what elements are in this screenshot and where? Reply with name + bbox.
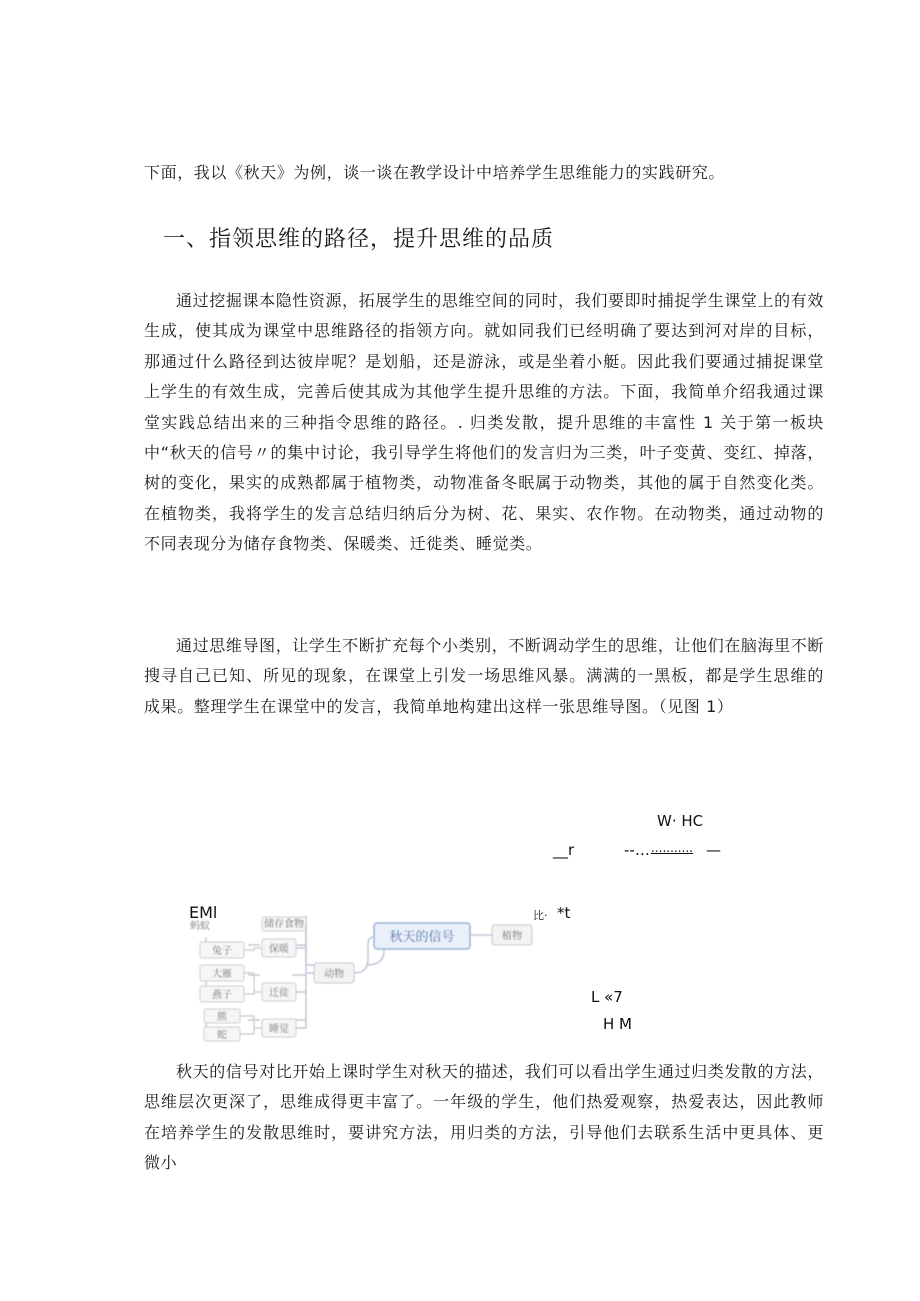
ocr-fragment-dash: — (706, 841, 721, 859)
ocr-fragment-r: __r (553, 841, 575, 859)
mind-map-leaf-rabbit: 兔子 (212, 946, 232, 957)
body-paragraph-3: 秋天的信号对比开始上课时学生对秋天的描述，我们可以看出学生通过归类发散的方法，思维层次更深了，思维成得更丰富了。一年级的学生，他们热爱观察，热爱表达，因此教师在培养学生的发散思维时，要讲究方法，用归类的方法，引导他们去联系生活中更具体、更微小 (144, 1062, 824, 1173)
mind-map-leaf-goose: 大雁 (212, 969, 232, 980)
section-heading: 一、指领思维的路径，提升思维的品质 (163, 227, 555, 252)
ocr-fragment-l7: L «7 (591, 988, 623, 1006)
mind-map-center-node: 秋天的信号 (389, 930, 455, 945)
ocr-fragment-star: *t (557, 904, 571, 922)
mind-map-figure (186, 915, 536, 1045)
ocr-fragment-eml: EMl (189, 903, 218, 922)
body-paragraph-1: 通过挖掘课本隐性资源，拓展学生的思维空间的同时，我们要即时捕捉学生课堂上的有效生成，使其成为课堂中思维路径的指领方向。就如同我们已经明确了要达到河对岸的目标，那通过什么路径到达彼岸呢？是划船，还是游泳，或是坐着小艇。因此我们要通过捕捉课堂上学生的有效生成，完善后使其成为其他学生提升思维的方法。下面，我简单介绍我通过课堂实践总结出来的三种指令思维的路径。. 归类发散，提升思维的丰富性 1 关于第一板块中“秋天的信号〃的集中讨论，我引导学生将他们的发言归为三类，叶子变黄、变红、掉落，树的变化，果实的成熟都属于植物类，动物准备冬眠属于动物类，其他的属于自然变化类。在植物类，我将学生的发言总结归纳后分为树、花、果实、农作物。在动物类，通过动物的不同表现分为储存食物类、保暖类、迁徙类、睡觉类。 (144, 291, 824, 554)
mind-map-category-sleep: 睡觉 (269, 1024, 289, 1035)
ocr-fragment-hm: H M (603, 1015, 632, 1033)
intro-paragraph: 下面，我以《秋天》为例，谈一谈在教学设计中培养学生思维能力的实践研究。 (144, 163, 726, 182)
mind-map-category-warm: 保暖 (269, 944, 289, 955)
ocr-fragment-wh: W· HC (657, 812, 704, 830)
mind-map-animal-node: 动物 (324, 969, 344, 980)
mind-map-category-migrate: 迁徙 (269, 988, 289, 999)
ocr-fragment-dots: --… (624, 841, 650, 859)
mind-map-leaf-snake: 蛇 (217, 1030, 227, 1041)
ocr-fragment-underline: ........... (651, 841, 693, 855)
mind-map-category-store: 储存食物 (264, 919, 304, 930)
mind-map-leaf-bear: 熊 (217, 1012, 227, 1023)
ocr-fragment-bi: 比· (533, 909, 548, 922)
body-paragraph-2: 通过思维导图，让学生不断扩充每个小类别，不断调动学生的思维，让他们在脑海里不断搜寻自己已知、所见的现象，在课堂上引发一场思维风暴。满满的一黑板，都是学生思维的成果。整理学生在课堂中的发言，我简单地构建出这样一张思维导图。（见图 1） (144, 636, 824, 716)
mind-map-plant-node: 植物 (502, 931, 522, 942)
mind-map-leaf-ant: 蚂蚁 (190, 921, 210, 932)
mind-map-leaf-swallow: 燕子 (212, 990, 232, 1001)
